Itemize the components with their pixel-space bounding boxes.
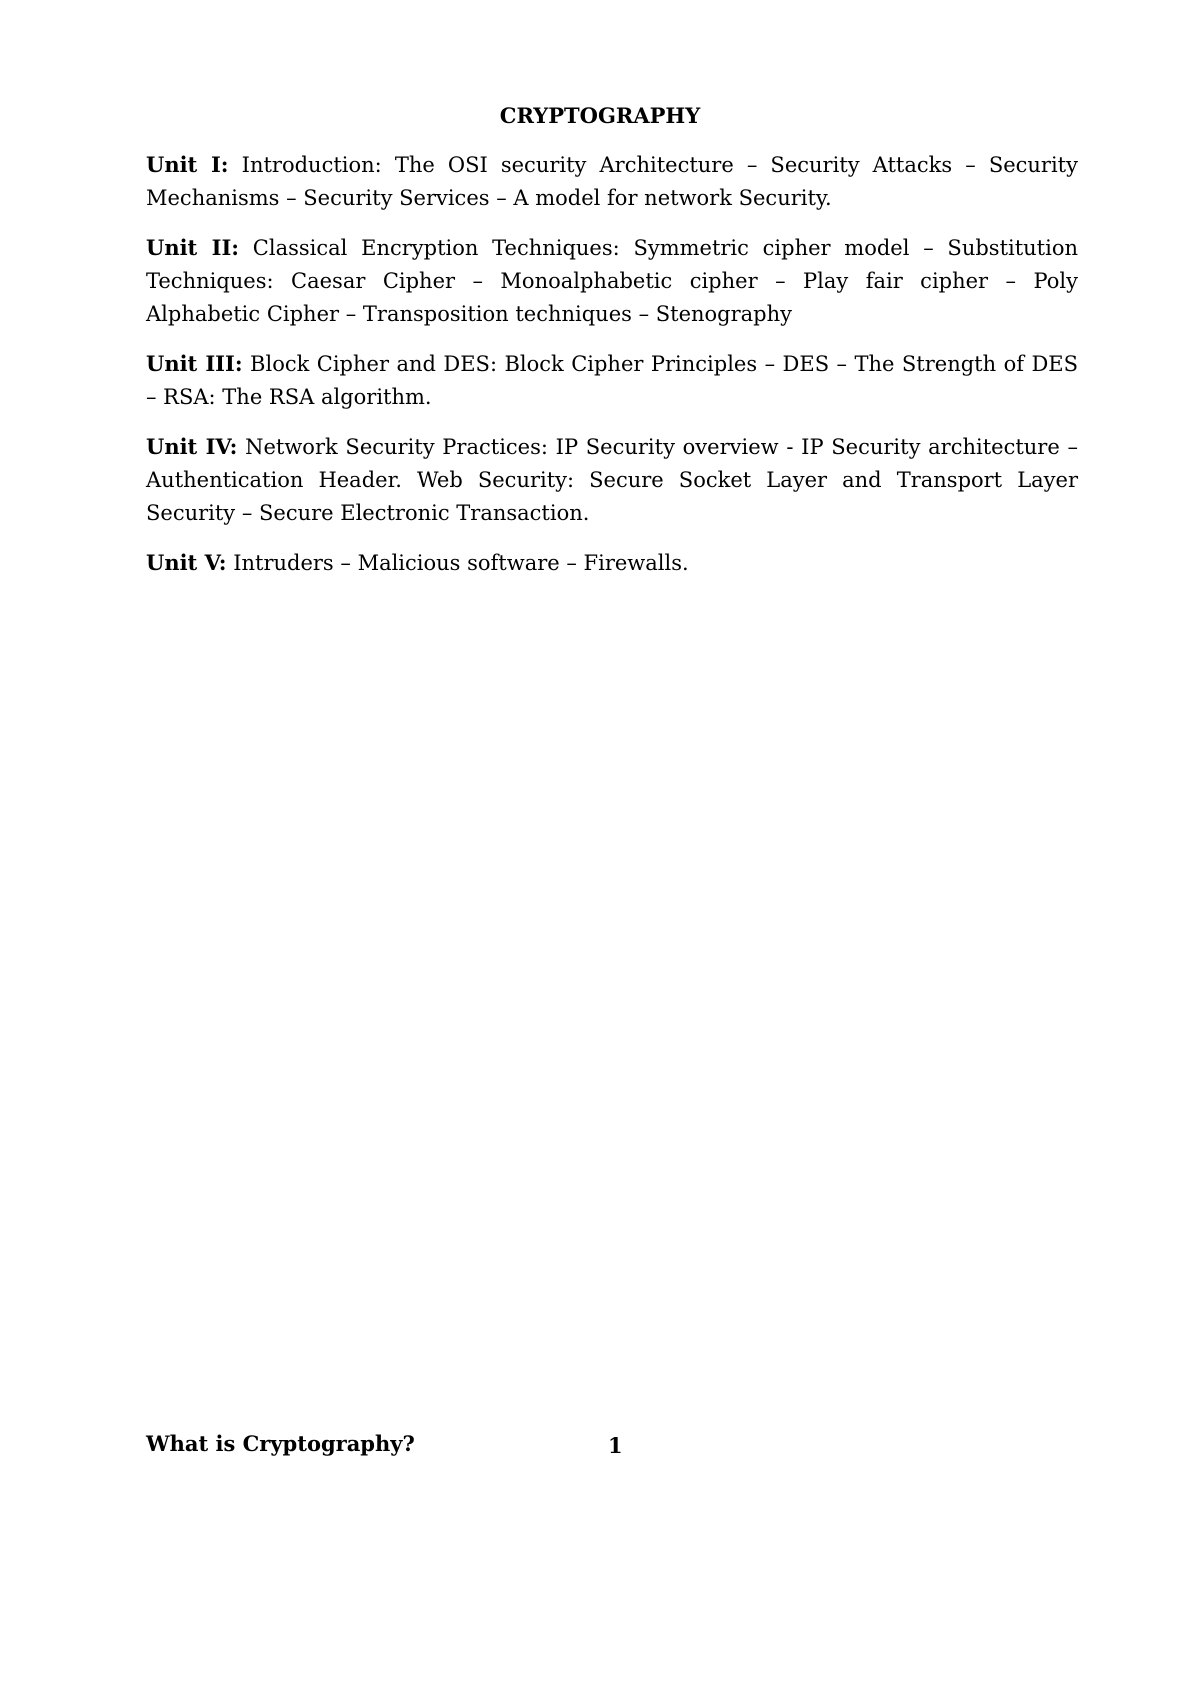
unit-3-text: Block Cipher and DES: Block Cipher Principles – DES – The Strength of DES – RSA: The RSA algorithm. [146, 352, 1079, 409]
unit-1-label: Unit I: [146, 152, 229, 177]
unit-3-paragraph [146, 347, 1078, 414]
unit-3-label: Unit III: [146, 351, 243, 376]
unit-1-text: Introduction: The OSI security Architecture – Security Attacks – Security Mechanisms – Security Services – A model for network Security. [146, 153, 1078, 210]
unit-2-label: Unit II: [146, 235, 240, 260]
unit-2-text: Classical Encryption Techniques: Symmetric cipher model – Substitution Techniques: Caesar Cipher – Monoalphabetic cipher – Play fair cipher – Poly Alphabetic Cipher – Transposition techniques – Stenography [146, 236, 1079, 326]
section-heading: What is Cryptography? [146, 1431, 415, 1456]
unit-5-text: Intruders – Malicious software – Firewalls. [233, 551, 689, 575]
unit-4-paragraph [146, 430, 1078, 530]
unit-4-label: Unit IV: [146, 434, 238, 459]
unit-5-label: Unit V: [146, 550, 227, 575]
unit-5-paragraph [146, 546, 1078, 580]
unit-4-text: Network Security Practices: IP Security overview - IP Security architecture – Authentication Header. Web Security: Secure Socket Layer and Transport Layer Security – Secure Electronic Transaction. [146, 435, 1078, 525]
page-number: 1 [608, 1433, 623, 1458]
document-title: CRYPTOGRAPHY [499, 103, 701, 128]
unit-1-paragraph [146, 148, 1078, 215]
unit-2-paragraph [146, 231, 1078, 331]
syllabus-units [146, 148, 1078, 596]
